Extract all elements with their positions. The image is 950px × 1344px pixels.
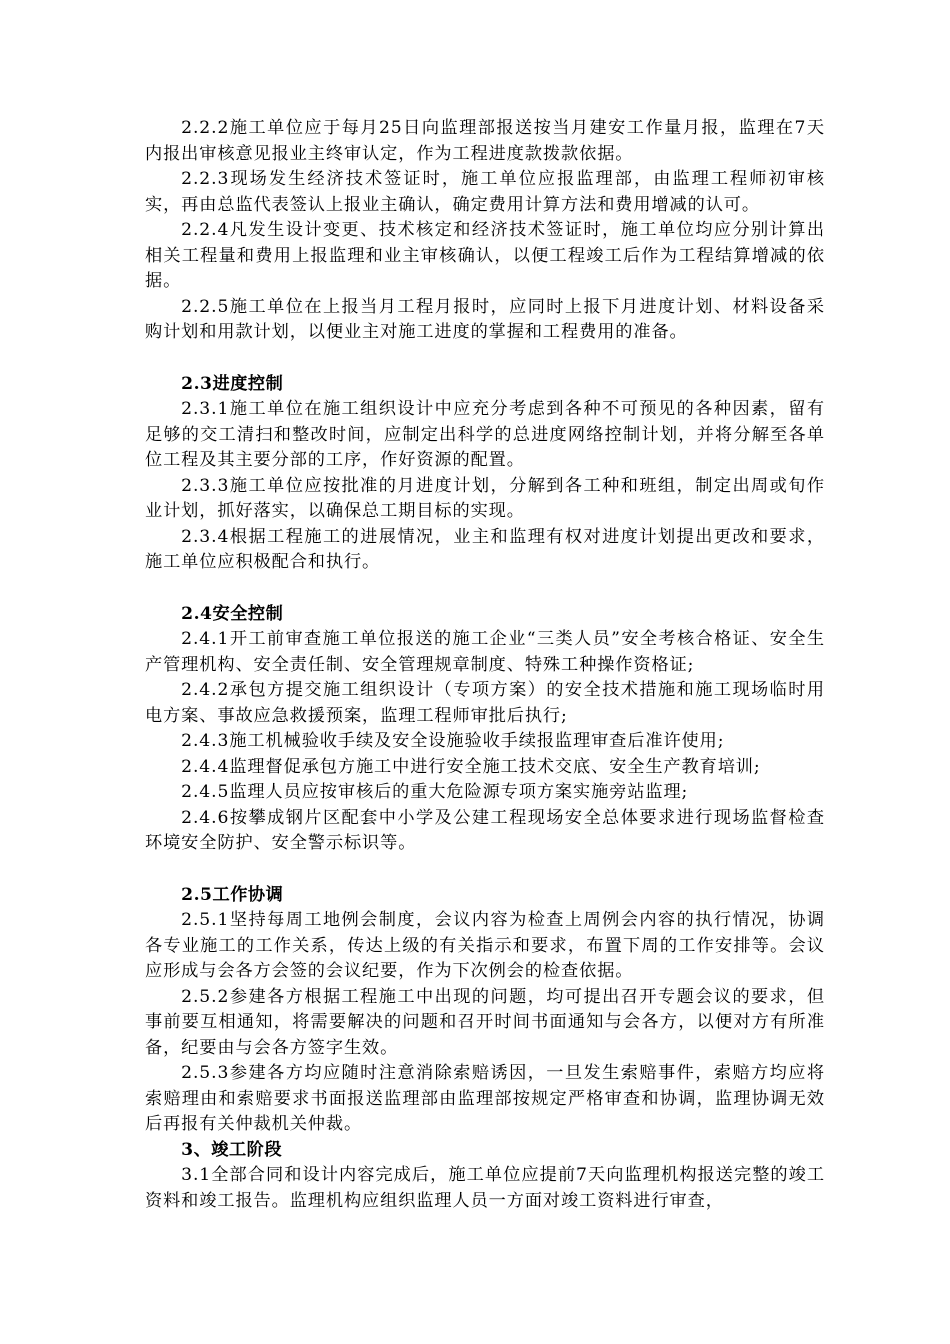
paragraph-2-4-3: 2.4.3施工机械验收手续及安全设施验收手续报监理审查后准许使用;: [181, 731, 725, 751]
paragraph-2-4-1: 2.4.1开工前审查施工单位报送的施工企业“三类人员”安全考核合格证、安全生产管理机构、安全责任制、安全管理规章制度、特殊工种操作资格证;: [145, 629, 825, 675]
document-body: [145, 116, 825, 1214]
paragraph-3-1: 3.1全部合同和设计内容完成后，施工单位应提前7天向监理机构报送完整的竣工资料和竣工报告。监理机构应组织监理人员一方面对竣工资料进行审查，: [145, 1165, 825, 1211]
paragraph-2-3-3: 2.3.3施工单位应按批准的月进度计划，分解到各工种和班组，制定出周或旬作业计划，抓好落实，以确保总工期目标的实现。: [145, 475, 825, 521]
heading-progress-control: 2.3进度控制: [181, 373, 284, 394]
paragraph-2-2-3: 2.2.3现场发生经济技术签证时，施工单位应报监理部，由监理工程师初审核实，再由总监代表签认上报业主确认，确定费用计算方法和费用增减的认可。: [145, 169, 825, 215]
heading-safety-control: 2.4安全控制: [181, 603, 284, 624]
paragraph-2-3-1: 2.3.1施工单位在施工组织设计中应充分考虑到各种不可预见的各种因素，留有足够的交工清扫和整改时间，应制定出科学的总进度网络控制计划，并将分解至各单位工程及其主要分部的工序，作好资源的配置。: [145, 399, 825, 470]
section-spacer: [145, 857, 825, 883]
paragraph-2-3-4: 2.3.4根据工程施工的进展情况，业主和监理有权对进度计划提出更改和要求，施工单位应积极配合和执行。: [145, 526, 825, 572]
paragraph-2-4-6: 2.4.6按攀成钢片区配套中小学及公建工程现场安全总体要求进行现场监督检查环境安全防护、安全警示标识等。: [145, 807, 825, 853]
heading-work-coordination: 2.5工作协调: [181, 884, 284, 905]
paragraph-2-2-5: 2.2.5施工单位在上报当月工程月报时，应同时上报下月进度计划、材料设备采购计划和用款计划，以便业主对施工进度的掌握和工程费用的准备。: [145, 296, 825, 342]
heading-completion-stage: 3、竣工阶段: [181, 1139, 283, 1160]
section-spacer: [145, 346, 825, 372]
paragraph-2-5-3: 2.5.3参建各方均应随时注意消除索赔诱因，一旦发生索赔事件，索赔方均应将索赔理由和索赔要求书面报送监理部由监理部按规定严格审查和协调，监理协调无效后再报有关仲裁机关仲裁。: [145, 1063, 825, 1134]
paragraph-2-2-4: 2.2.4凡发生设计变更、技术核定和经济技术签证时，施工单位均应分别计算出相关工程量和费用上报监理和业主审核确认，以便工程竣工后作为工程结算增减的依据。: [145, 220, 825, 291]
paragraph-2-5-1: 2.5.1坚持每周工地例会制度，会议内容为检查上周例会内容的执行情况，协调各专业施工的工作关系，传达上级的有关指示和要求，布置下周的工作安排等。会议应形成与会各方会签的会议纪要，作为下次例会的检查依据。: [145, 910, 825, 981]
section-spacer: [145, 576, 825, 602]
paragraph-2-4-4: 2.4.4监理督促承包方施工中进行安全施工技术交底、安全生产教育培训;: [181, 756, 761, 777]
paragraph-2-4-2: 2.4.2承包方提交施工组织设计（专项方案）的安全技术措施和施工现场临时用电方案、事故应急救援预案，监理工程师审批后执行;: [145, 680, 825, 726]
paragraph-2-2-2: 2.2.2施工单位应于每月25日向监理部报送按当月建安工作量月报，监理在7天内报出审核意见报业主终审认定，作为工程进度款拨款依据。: [145, 118, 825, 164]
paragraph-2-5-2: 2.5.2参建各方根据工程施工中出现的问题，均可提出召开专题会议的要求，但事前要互相通知，将需要解决的问题和召开时间书面通知与会各方，以便对方有所准备，纪要由与会各方签字生效。: [145, 986, 825, 1058]
paragraph-2-4-5: 2.4.5监理人员应按审核后的重大危险源专项方案实施旁站监理;: [181, 782, 689, 802]
